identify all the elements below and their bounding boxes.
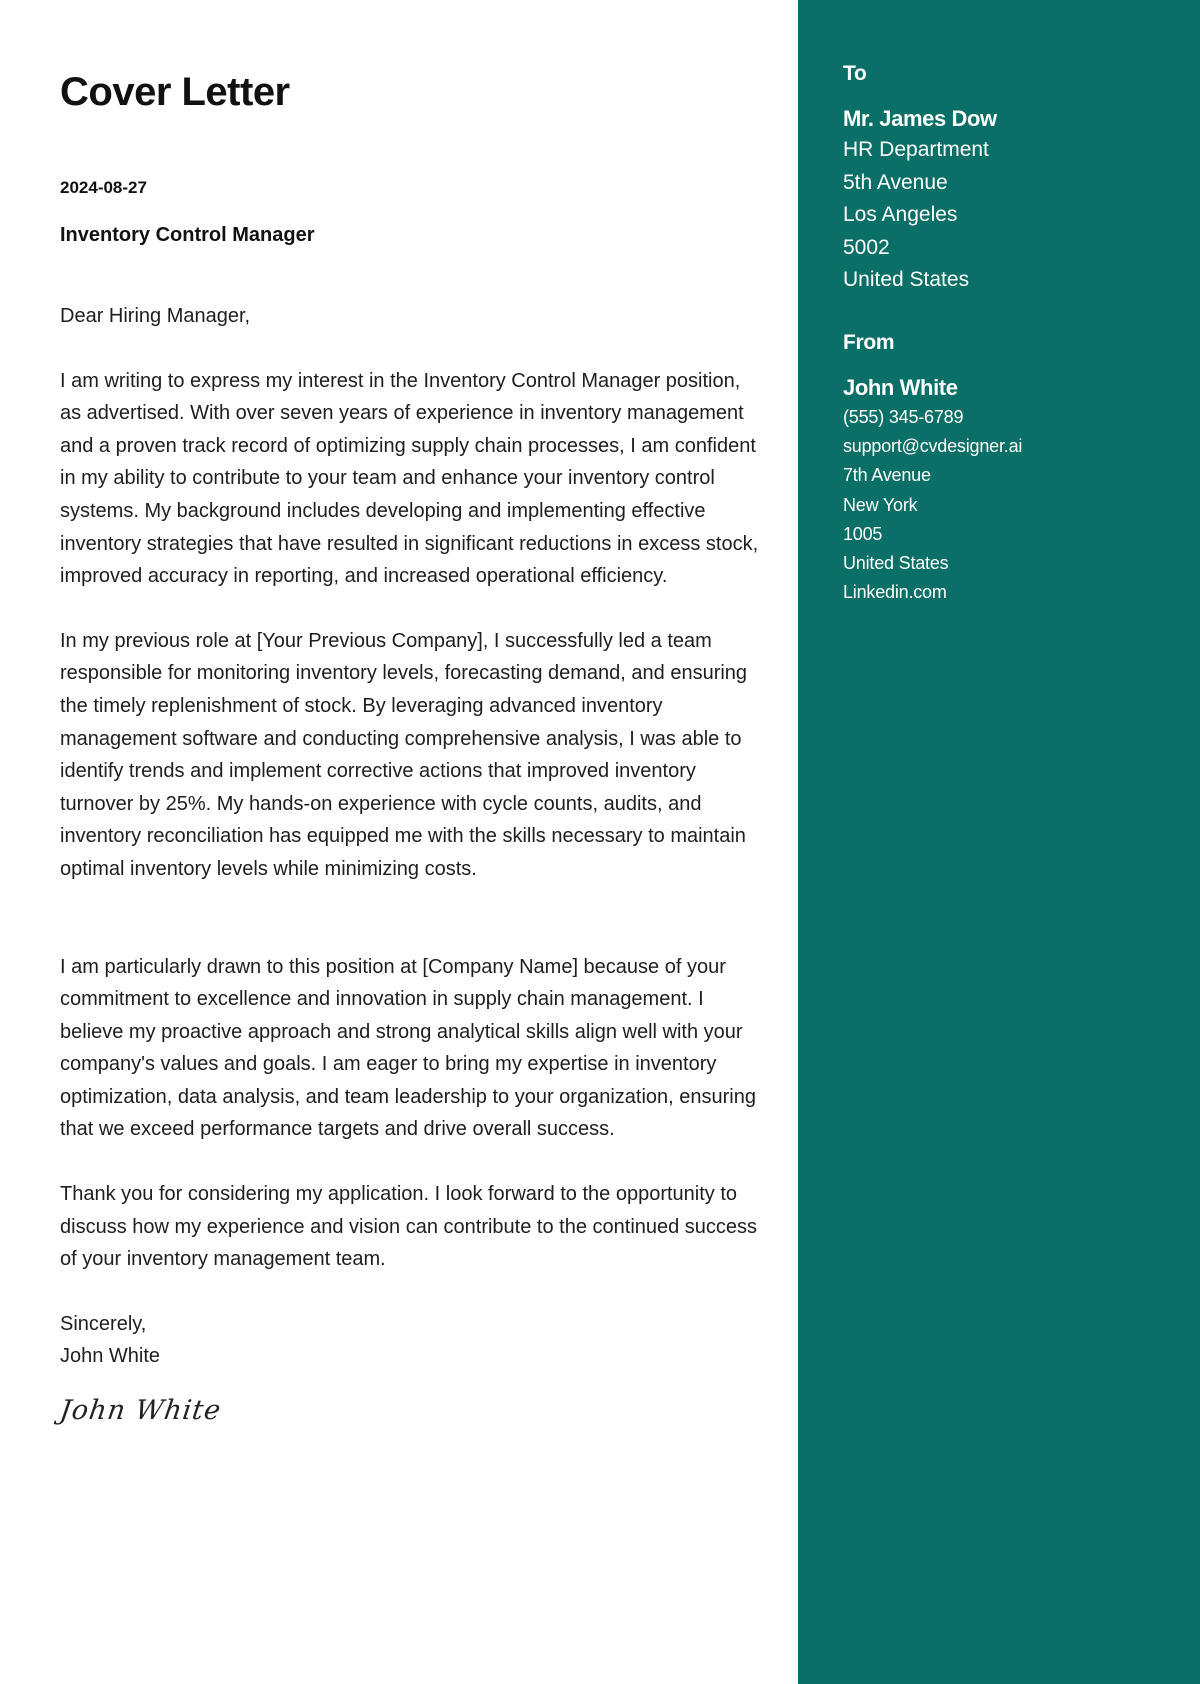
salutation: Dear Hiring Manager, bbox=[60, 305, 251, 327]
from-heading: From bbox=[843, 330, 895, 354]
recipient-street: 5th Avenue bbox=[843, 170, 948, 194]
closing-block bbox=[60, 1308, 760, 1373]
sender-website: Linkedin.com bbox=[843, 582, 947, 603]
recipient-city: Los Angeles bbox=[843, 203, 958, 227]
contact-sidebar bbox=[798, 0, 1200, 1684]
paragraph-1: I am writing to express my interest in the Inventory Control Manager position, as advertised. With over seven years of experience in inventory management and a proven track record of optimizing supply chain processes, I am confident in my ability to contribute to your team and enhance your inventory control systems. My background includes developing and implementing effective inventory strategies that have resulted in significant reductions in excess stock, improved accuracy in reporting, and increased operational efficiency. bbox=[60, 369, 759, 588]
recipient-country: United States bbox=[843, 268, 970, 292]
recipient-zip: 5002 bbox=[843, 235, 890, 259]
signature: John White bbox=[57, 1395, 224, 1427]
sender-zip: 1005 bbox=[843, 523, 883, 544]
sender-city: New York bbox=[843, 494, 918, 515]
sender-contact bbox=[843, 403, 1160, 607]
to-heading: To bbox=[843, 62, 867, 85]
closing: Sincerely, bbox=[60, 1312, 147, 1335]
sender-email: support@cvdesigner.ai bbox=[843, 436, 1023, 457]
paragraph-4: Thank you for considering my application. I look forward to the opportunity to discuss how my experience and vision can contribute to the continued success of your inventory management team. bbox=[60, 1183, 758, 1271]
page-title: Cover Letter bbox=[60, 70, 290, 114]
paragraph-3: I am particularly drawn to this position at [Company Name] because of your commitment to excellence and innovation in supply chain management. I believe my proactive approach and strong analytical skills align well with your company's values and goals. I am eager to bring my expertise in inventory optimization, data analysis, and team leadership to your organization, ensuring that we exceed performance targets and drive overall success. bbox=[60, 955, 756, 1141]
recipient-name: Mr. James Dow bbox=[843, 106, 997, 131]
recipient-department: HR Department bbox=[843, 138, 989, 161]
recipient-address bbox=[843, 134, 1160, 297]
sender-street: 7th Avenue bbox=[843, 465, 931, 486]
sender-country: United States bbox=[843, 552, 949, 573]
letter-body bbox=[57, 300, 760, 1430]
sender-name: John White bbox=[843, 374, 958, 400]
letter-date: 2024-08-27 bbox=[60, 178, 147, 197]
sender-phone: (555) 345-6789 bbox=[843, 406, 964, 427]
letter-position: Inventory Control Manager bbox=[60, 224, 315, 246]
paragraph-2: In my previous role at [Your Previous Company], I successfully led a team responsible for monitoring inventory levels, forecasting demand, and ensuring the timely replenishment of stock. By leveraging advanced inventory management software and conducting comprehensive analysis, I was able to identify trends and implement corrective actions that improved inventory turnover by 25%. My hands-on experience with cycle counts, audits, and inventory reconciliation has equipped me with the skills necessary to maintain optimal inventory levels while minimizing costs. bbox=[60, 629, 748, 880]
signer-name: John White bbox=[60, 1345, 161, 1368]
